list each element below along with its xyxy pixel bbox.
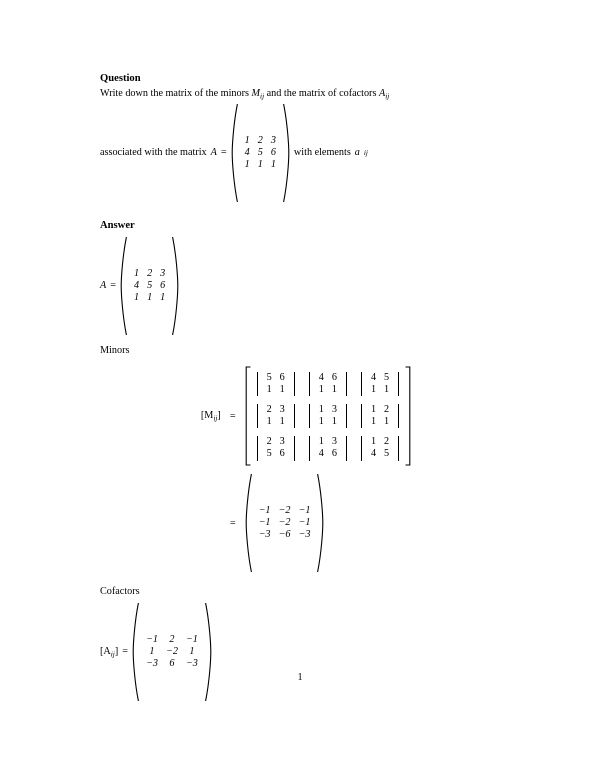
determinant bbox=[359, 404, 401, 428]
cell: 4 bbox=[318, 448, 324, 460]
cell: 2 bbox=[266, 404, 272, 416]
cell: −3 bbox=[185, 657, 198, 669]
cell: 2 bbox=[384, 404, 390, 416]
det-bar bbox=[309, 436, 310, 460]
cell: 1 bbox=[244, 134, 250, 146]
question-line-1 bbox=[100, 87, 512, 101]
cell: 3 bbox=[279, 404, 285, 416]
minors-determinant-row bbox=[255, 372, 402, 396]
cell: 5 bbox=[384, 372, 390, 384]
cell: 6 bbox=[279, 372, 285, 384]
right-paren-icon bbox=[283, 103, 290, 203]
question-line1-m: M bbox=[251, 87, 261, 99]
right-paren-icon bbox=[205, 602, 212, 702]
cell: 6 bbox=[331, 448, 337, 460]
cell: −1 bbox=[298, 505, 311, 517]
cell: 1 bbox=[384, 416, 390, 428]
minors-result-grid bbox=[252, 505, 318, 541]
cell: 5 bbox=[384, 448, 390, 460]
cell: −2 bbox=[165, 645, 178, 657]
det-bar bbox=[346, 404, 347, 428]
cell: 6 bbox=[169, 657, 175, 669]
det-grid bbox=[364, 372, 396, 396]
cell: 1 bbox=[189, 645, 195, 657]
cell: 1 bbox=[149, 645, 155, 657]
cell: −1 bbox=[145, 633, 158, 645]
cell: 1 bbox=[370, 384, 377, 396]
minors-label: Minors bbox=[100, 344, 130, 356]
question-matrix-A-grid bbox=[238, 135, 283, 171]
cell: −1 bbox=[185, 633, 198, 645]
det-bar bbox=[294, 436, 295, 460]
question-line1-a-sub: ij bbox=[385, 91, 390, 101]
cofactors-matrix bbox=[132, 602, 212, 702]
cell: 1 bbox=[147, 291, 153, 303]
cell: 1 bbox=[384, 384, 390, 396]
cell: 2 bbox=[257, 134, 263, 146]
cell: 6 bbox=[270, 146, 276, 158]
det-grid bbox=[364, 404, 396, 428]
det-grid bbox=[260, 372, 292, 396]
determinant bbox=[307, 436, 349, 460]
cell: 3 bbox=[270, 134, 276, 146]
cell: 1 bbox=[244, 159, 250, 171]
cell: 1 bbox=[318, 404, 324, 416]
det-bar bbox=[346, 372, 347, 396]
det-bar bbox=[361, 372, 362, 396]
minors-determinant-rows bbox=[251, 370, 406, 462]
minors-equals-1: = bbox=[229, 410, 236, 422]
cell: 1 bbox=[270, 159, 276, 171]
question-matrix-var: A bbox=[210, 147, 217, 159]
question-line2-pre: associated with the matrix bbox=[100, 147, 207, 159]
det-grid bbox=[312, 436, 344, 460]
left-paren-icon bbox=[132, 602, 139, 702]
question-line1-m-sub: ij bbox=[260, 91, 265, 101]
cell: 1 bbox=[279, 416, 285, 428]
cell: 6 bbox=[279, 448, 285, 460]
cell: 1 bbox=[266, 384, 272, 396]
cell: −1 bbox=[298, 517, 311, 529]
cell: 1 bbox=[266, 416, 272, 428]
cell: −2 bbox=[278, 517, 291, 529]
question-matrix-equals: = bbox=[220, 147, 227, 159]
question-line1-pre: Write down the matrix of the minors bbox=[100, 87, 252, 99]
det-bar bbox=[309, 372, 310, 396]
det-grid bbox=[312, 404, 344, 428]
cofactors-grid bbox=[139, 634, 205, 670]
left-paren-icon bbox=[120, 236, 127, 336]
cell: 6 bbox=[160, 279, 166, 291]
cofactors-symbol-open: [A bbox=[100, 645, 111, 657]
minors-symbol-sub: ij bbox=[213, 413, 218, 423]
minors-determinant-row bbox=[255, 404, 402, 428]
det-bar bbox=[346, 436, 347, 460]
right-square-bracket-icon bbox=[405, 366, 411, 466]
det-grid bbox=[260, 404, 292, 428]
right-paren-icon bbox=[317, 473, 324, 573]
cell: 3 bbox=[160, 267, 166, 279]
cell: 1 bbox=[160, 291, 166, 303]
question-elements-a: a bbox=[354, 147, 360, 159]
cell: −1 bbox=[258, 505, 271, 517]
cofactors-symbol bbox=[100, 645, 118, 659]
cell: −6 bbox=[278, 529, 291, 541]
question-line2-post: with elements bbox=[293, 147, 351, 159]
minors-symbol-close: ] bbox=[217, 410, 221, 422]
cell: 1 bbox=[133, 267, 140, 279]
det-grid bbox=[364, 436, 396, 460]
cell: 1 bbox=[133, 291, 140, 303]
cell: −3 bbox=[298, 529, 311, 541]
minors-symbol bbox=[201, 409, 221, 423]
det-bar bbox=[257, 372, 258, 396]
det-grid bbox=[260, 436, 292, 460]
cell: 1 bbox=[318, 384, 324, 396]
cell: 3 bbox=[331, 404, 337, 416]
cofactors-equals: = bbox=[122, 646, 128, 658]
cell: 4 bbox=[133, 279, 140, 291]
det-bar bbox=[398, 436, 399, 460]
document-content bbox=[100, 72, 512, 702]
cell: 4 bbox=[244, 146, 250, 158]
answer-matrix-A bbox=[120, 236, 179, 336]
cell: 1 bbox=[370, 436, 377, 448]
minors-equals-2: = bbox=[229, 517, 236, 529]
cell: 1 bbox=[331, 384, 337, 396]
cofactors-label: Cofactors bbox=[100, 586, 140, 598]
minors-equation-grid bbox=[201, 366, 411, 573]
left-paren-icon bbox=[231, 103, 238, 203]
det-grid bbox=[312, 372, 344, 396]
det-bar bbox=[361, 436, 362, 460]
cell: 1 bbox=[331, 416, 337, 428]
cofactors-symbol-close: ] bbox=[114, 645, 119, 657]
right-paren-icon bbox=[172, 236, 179, 336]
cell: 4 bbox=[370, 372, 377, 384]
question-line1-a: A bbox=[378, 87, 386, 99]
determinant bbox=[255, 404, 297, 428]
minors-result-matrix bbox=[245, 473, 412, 573]
left-paren-icon bbox=[245, 473, 252, 573]
answer-matrix-A-grid bbox=[127, 268, 172, 304]
minors-determinant-matrix bbox=[245, 366, 412, 466]
cofactors-symbol-sub: ij bbox=[110, 649, 115, 659]
cell: 1 bbox=[318, 416, 324, 428]
cell: −2 bbox=[278, 505, 291, 517]
cell: 5 bbox=[266, 448, 272, 460]
det-bar bbox=[294, 404, 295, 428]
question-matrix-A bbox=[231, 103, 290, 203]
determinant bbox=[307, 404, 349, 428]
cell: 1 bbox=[370, 404, 377, 416]
det-bar bbox=[361, 404, 362, 428]
answer-matrix-equals: = bbox=[110, 280, 116, 292]
cell: 2 bbox=[384, 436, 390, 448]
question-line1-mid: and the matrix of cofactors bbox=[264, 87, 379, 99]
cell: 2 bbox=[169, 633, 175, 645]
determinant bbox=[307, 372, 349, 396]
det-bar bbox=[398, 372, 399, 396]
det-bar bbox=[398, 404, 399, 428]
cell: 2 bbox=[266, 436, 272, 448]
minors-equation bbox=[100, 366, 512, 573]
determinant bbox=[255, 436, 297, 460]
cell: 5 bbox=[147, 279, 153, 291]
cell: 6 bbox=[331, 372, 337, 384]
answer-matrix-A-row bbox=[100, 236, 512, 336]
question-elements-a-sub: ij bbox=[363, 148, 368, 158]
cell: −3 bbox=[145, 657, 158, 669]
minors-symbol-open: [M bbox=[200, 410, 214, 422]
cell: 4 bbox=[370, 448, 377, 460]
det-bar bbox=[257, 436, 258, 460]
cell: 4 bbox=[318, 372, 324, 384]
cell: 5 bbox=[257, 146, 263, 158]
cofactors-row bbox=[100, 602, 512, 702]
cell: 3 bbox=[279, 436, 285, 448]
question-heading: Question bbox=[100, 73, 141, 84]
determinant bbox=[359, 372, 401, 396]
cell: −3 bbox=[258, 529, 271, 541]
page-number: 1 bbox=[297, 672, 303, 683]
determinant bbox=[359, 436, 401, 460]
cell: 1 bbox=[279, 384, 285, 396]
cell: 1 bbox=[318, 436, 324, 448]
answer-heading: Answer bbox=[100, 220, 135, 231]
det-bar bbox=[257, 404, 258, 428]
answer-matrix-var: A bbox=[100, 280, 107, 292]
cell: 5 bbox=[266, 372, 272, 384]
cell: 3 bbox=[331, 436, 337, 448]
cell: −1 bbox=[258, 517, 271, 529]
cell: 2 bbox=[147, 267, 153, 279]
cell: 1 bbox=[257, 159, 263, 171]
cell: 1 bbox=[370, 416, 377, 428]
det-bar bbox=[309, 404, 310, 428]
question-line-2 bbox=[100, 103, 512, 203]
minors-determinant-row bbox=[255, 436, 402, 460]
determinant bbox=[255, 372, 297, 396]
det-bar bbox=[294, 372, 295, 396]
